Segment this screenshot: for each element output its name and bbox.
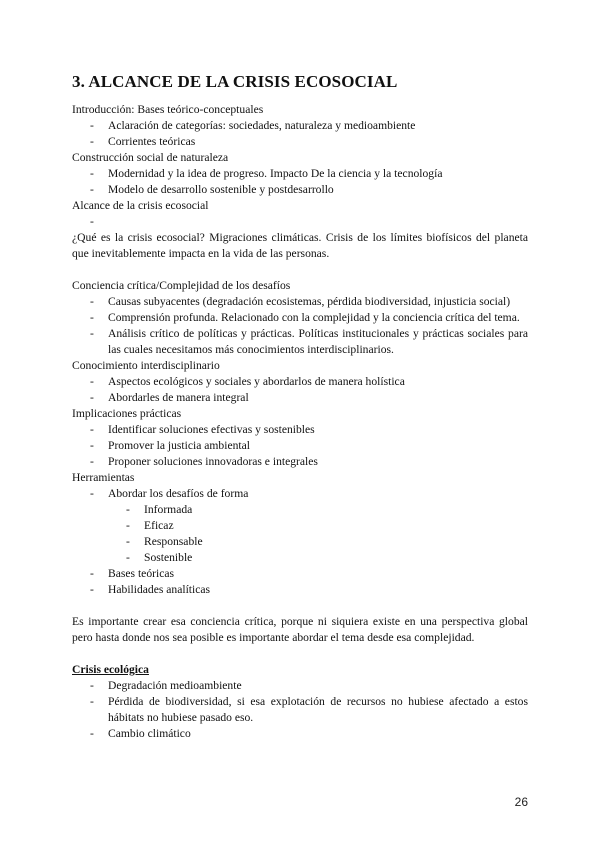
- interdisciplinario-heading: Conocimiento interdisciplinario: [72, 359, 220, 372]
- document-page: [72, 72, 528, 742]
- list-item: - Proponer soluciones innovadoras e integrales: [72, 454, 528, 470]
- implicaciones-list: [72, 422, 528, 470]
- construccion-list: [72, 166, 528, 198]
- sub-list-item: - Sostenible: [72, 550, 528, 566]
- list-item: - Modelo de desarrollo sostenible y postdesarrollo: [72, 182, 528, 198]
- alcance-list: [72, 214, 528, 230]
- spacer: [72, 262, 528, 278]
- page-number: 26: [514, 795, 528, 809]
- conciencia-list: [72, 294, 528, 358]
- list-item: - Promover la justicia ambiental: [72, 438, 528, 454]
- section-title: 3. ALCANCE DE LA CRISIS ECOSOCIAL: [72, 72, 398, 91]
- herramientas-heading: Herramientas: [72, 471, 135, 484]
- construccion-heading: Construcción social de naturaleza: [72, 151, 229, 164]
- list-item: - Comprensión profunda. Relacionado con la complejidad y la conciencia crítica del tema.: [72, 310, 528, 326]
- crisis-ecologica-list: [72, 678, 528, 742]
- list-item: - Pérdida de biodiversidad, si esa explotación de recursos no hubiese afectado a estos hábitats no hubiese pasado eso.: [72, 694, 528, 726]
- sub-list-item: - Responsable: [72, 534, 528, 550]
- herramientas-list-rest: [72, 566, 528, 598]
- list-item: - Cambio climático: [72, 726, 528, 742]
- herramientas-list: [72, 486, 528, 502]
- list-item: - Abordar los desafíos de forma: [72, 486, 528, 502]
- conclusion-paragraph: Es importante crear esa conciencia crítica, porque ni siquiera existe en una perspectiva global pero hasta donde nos sea posible es importante abordar el tema desde esa complejidad.: [72, 615, 528, 644]
- sub-list-item: - Eficaz: [72, 518, 528, 534]
- implicaciones-heading: Implicaciones prácticas: [72, 407, 182, 420]
- alcance-heading: Alcance de la crisis ecosocial: [72, 199, 209, 212]
- list-item: - Modernidad y la idea de progreso. Impacto De la ciencia y la tecnología: [72, 166, 528, 182]
- list-item: - Aclaración de categorías: sociedades, naturaleza y medioambiente: [72, 118, 528, 134]
- list-item: - Abordarles de manera integral: [72, 390, 528, 406]
- list-item: - Causas subyacentes (degradación ecosistemas, pérdida biodiversidad, injusticia social): [72, 294, 528, 310]
- intro-heading: Introducción: Bases teórico-conceptuales: [72, 103, 264, 116]
- empty-list-item: [72, 214, 528, 230]
- list-item: - Habilidades analíticas: [72, 582, 528, 598]
- list-item: - Bases teóricas: [72, 566, 528, 582]
- alcance-paragraph: ¿Qué es la crisis ecosocial? Migraciones climáticas. Crisis de los límites biofísicos del planeta que inevitablemente impacta en la vida de las personas.: [72, 231, 528, 260]
- crisis-ecologica-heading: Crisis ecológica: [72, 663, 149, 676]
- spacer: [72, 598, 528, 614]
- list-item: - Corrientes teóricas: [72, 134, 528, 150]
- interdisciplinario-list: [72, 374, 528, 406]
- spacer: [72, 646, 528, 662]
- list-item: - Degradación medioambiente: [72, 678, 528, 694]
- list-item: - Aspectos ecológicos y sociales y abordarlos de manera holística: [72, 374, 528, 390]
- list-item: - Análisis crítico de políticas y prácticas. Políticas institucionales y prácticas sociales para las cuales necesitamos más conocimientos interdisciplinarios.: [72, 326, 528, 358]
- herramientas-sublist: [72, 502, 528, 566]
- intro-list: [72, 118, 528, 150]
- list-item: - Identificar soluciones efectivas y sostenibles: [72, 422, 528, 438]
- sub-list-item: - Informada: [72, 502, 528, 518]
- conciencia-heading: Conciencia crítica/Complejidad de los desafíos: [72, 279, 291, 292]
